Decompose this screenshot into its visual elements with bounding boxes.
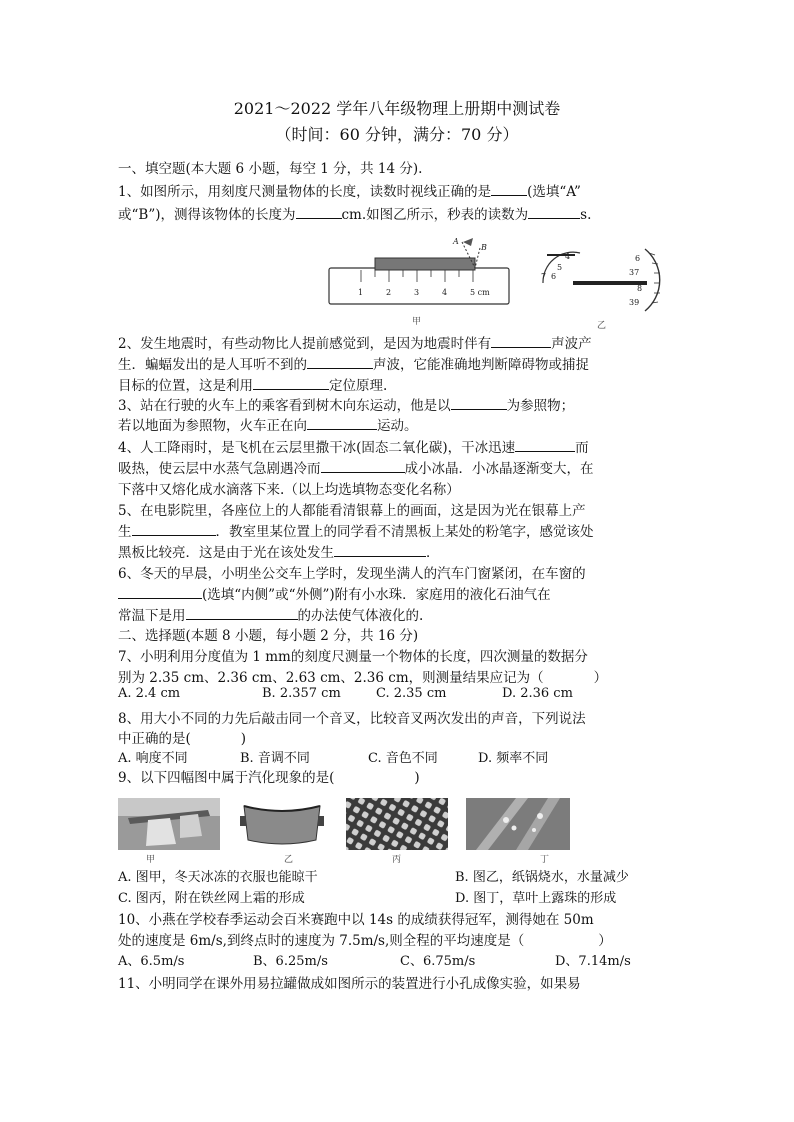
q5-line2: 生 ．教室里某位置上的同学看不清黑板上某处的粉笔字，感觉该处 (118, 524, 594, 540)
q10-line2: 处的速度是 6m/s,到终点时的速度为 7.5m/s,则全程的平均速度是（ ） (118, 933, 612, 949)
ruler-tick-2: 2 (386, 288, 392, 297)
q9-caption-jia: 甲 (146, 855, 156, 865)
large-dial-6: 6 (635, 254, 641, 263)
q9-option-a[interactable]: A. 图甲，冬天冰冻的衣服也能晾干 (118, 870, 318, 885)
q7-line1: 7、小明利用分度值为 1 mm的刻度尺测量一个物体的长度，四次测量的数据分 (118, 649, 588, 665)
q2-line3: 目标的位置，这是利用 定位原理. (118, 378, 388, 394)
section1-heading: 一、填空题(本大题 6 小题，每空 1 分，共 14 分). (118, 161, 423, 177)
q1-blank-3[interactable] (528, 206, 580, 219)
q10-option-a[interactable]: A、6.5m/s (118, 954, 185, 969)
q8-option-b[interactable]: B. 音调不同 (240, 751, 310, 766)
small-dial-6: 6 (551, 272, 557, 281)
q9-line1: 9、以下四幅图中属于汽化现象的是( ) (118, 770, 420, 786)
q7-option-b[interactable]: B. 2.357 cm (262, 686, 341, 701)
q7-option-c[interactable]: C. 2.35 cm (376, 686, 447, 701)
ruler-caption: 甲 (412, 317, 422, 327)
q2-blank-3[interactable] (253, 377, 329, 390)
q3-line1: 3、站在行驶的火车上的乘客看到树木向东运动，他是以 为参照物； (118, 398, 575, 414)
ruler-tick-3: 3 (414, 288, 420, 297)
ruler-tick-1: 1 (358, 288, 364, 297)
sight-line-b (475, 248, 480, 268)
q1-line2: 或“B”)，测得该物体的长度为 cm.如图乙所示，秒表的读数为 s. (118, 207, 592, 223)
q9-image-bing (346, 798, 448, 850)
stopwatch-figure (535, 245, 670, 315)
measured-object (375, 258, 475, 270)
q7-option-d[interactable]: D. 2.36 cm (502, 686, 573, 701)
q3-blank-2[interactable] (307, 417, 377, 430)
q10-option-d[interactable]: D、7.14m/s (555, 954, 631, 969)
q9-caption-yi: 乙 (284, 855, 294, 865)
small-dial-7: 7 (541, 272, 547, 281)
q11-line1: 11、小明同学在课外用易拉罐做成如图所示的装置进行小孔成像实验，如果易 (118, 976, 581, 992)
q8-line1: 8、用大小不同的力先后敲击同一个音叉，比较音叉两次发出的声音，下列说法 (118, 711, 586, 727)
q2-line2: 生．蝙蝠发出的是人耳听不到的 声波，它能准确地判断障碍物或捕捉 (118, 357, 589, 373)
q8-option-d[interactable]: D. 频率不同 (478, 751, 549, 766)
q2-line1: 2、发生地震时，有些动物比人提前感觉到，是因为地震时伴有 声波产 (118, 336, 592, 352)
q6-blank-1[interactable] (118, 586, 202, 599)
q6-blank-2[interactable] (186, 607, 298, 620)
q9-caption-ding: 丁 (540, 855, 550, 865)
q8-option-a[interactable]: A. 响度不同 (118, 751, 188, 766)
q10-option-c[interactable]: C、6.75m/s (400, 954, 476, 969)
q8-line2: 中正确的是( ) (118, 731, 247, 747)
stopwatch-caption: 乙 (597, 321, 607, 331)
exam-subtitle: （时间：60 分钟，满分：70 分） (275, 125, 519, 144)
exam-title: 2021～2022 学年八年级物理上册期中测试卷 (233, 99, 561, 118)
q8-option-c[interactable]: C. 音色不同 (368, 751, 438, 766)
eye-label-b: B (481, 243, 487, 252)
q10-option-b[interactable]: B、6.25m/s (253, 954, 328, 969)
large-dial-8: 8 (637, 284, 643, 293)
large-dial-39: 39 (629, 298, 640, 307)
q3-line2: 若以地面为参照物，火车正在向 运动。 (118, 418, 418, 434)
q9-image-ding (466, 798, 570, 850)
q4-line3: 下落中又熔化成水滴落下来.（以上均选填物态变化名称） (118, 482, 460, 498)
ruler-tick-4: 4 (442, 288, 448, 297)
q6-line1: 6、冬天的早晨，小明坐公交车上学时，发现坐满人的汽车门窗紧闭，在车窗的 (118, 566, 586, 582)
q9-option-d[interactable]: D. 图丁，草叶上露珠的形成 (455, 891, 617, 906)
q7-line2: 别为 2.35 cm、2.36 cm、2.63 cm、2.36 cm，则测量结果应记为（ ） (118, 670, 608, 686)
ruler-figure (325, 232, 515, 314)
q1-line1: 1、如图所示，用刻度尺测量物体的长度，读数时视线正确的是 (选填“A” (118, 184, 581, 200)
q9-option-c[interactable]: C. 图丙，附在铁丝网上霜的形成 (118, 891, 305, 906)
ruler-body (329, 268, 509, 304)
q9-image-yi (236, 798, 328, 850)
q6-line2: (选填“内侧”或“外侧”)附有小水珠．家庭用的液化石油气在 (118, 583, 678, 603)
q9-caption-bing: 丙 (392, 855, 402, 865)
q7-option-a[interactable]: A. 2.4 cm (118, 686, 181, 701)
q2-blank-2[interactable] (307, 356, 373, 369)
small-dial-5: 5 (557, 263, 563, 272)
q6-line3: 常温下是用 的办法使气体液化的. (118, 608, 424, 624)
section2-heading: 二、选择题(本题 8 小题，每小题 2 分，共 16 分) (118, 628, 419, 644)
q5-line3: 黑板比较亮．这是由于光在该处发生 ． (118, 545, 440, 561)
q10-line1: 10、小燕在学校春季运动会百米赛跑中以 14s 的成绩获得冠军，测得她在 50m (118, 912, 594, 928)
q3-blank-1[interactable] (451, 397, 507, 410)
large-dial-37: 37 (629, 268, 640, 277)
q4-blank-1[interactable] (515, 439, 575, 452)
q9-image-jia (118, 798, 220, 850)
eye-label-a: A (453, 237, 459, 246)
q4-line2: 吸热，使云层中水蒸气急剧遇冷而 成小冰晶．小冰晶逐渐变大，在 (118, 461, 594, 477)
q5-line1: 5、在电影院里，各座位上的人都能看清银幕上的画面，这是因为光在银幕上产 (118, 503, 586, 519)
q2-blank-1[interactable] (491, 335, 551, 348)
ruler-tick-5: 5 cm (470, 288, 490, 297)
eye-icon (463, 238, 473, 246)
q4-blank-2[interactable] (321, 460, 405, 473)
q1-blank-2[interactable] (296, 206, 342, 219)
q9-option-b[interactable]: B. 图乙，纸锅烧水，水量减少 (455, 870, 629, 885)
small-dial-4: 4 (565, 252, 571, 261)
q4-line1: 4、人工降雨时，是飞机在云层里撒干冰(固态二氧化碳)，干冰迅速 而 (118, 440, 589, 456)
q1-blank-1[interactable] (491, 183, 527, 196)
q5-blank-1[interactable] (132, 523, 216, 536)
q5-blank-2[interactable] (334, 544, 426, 557)
